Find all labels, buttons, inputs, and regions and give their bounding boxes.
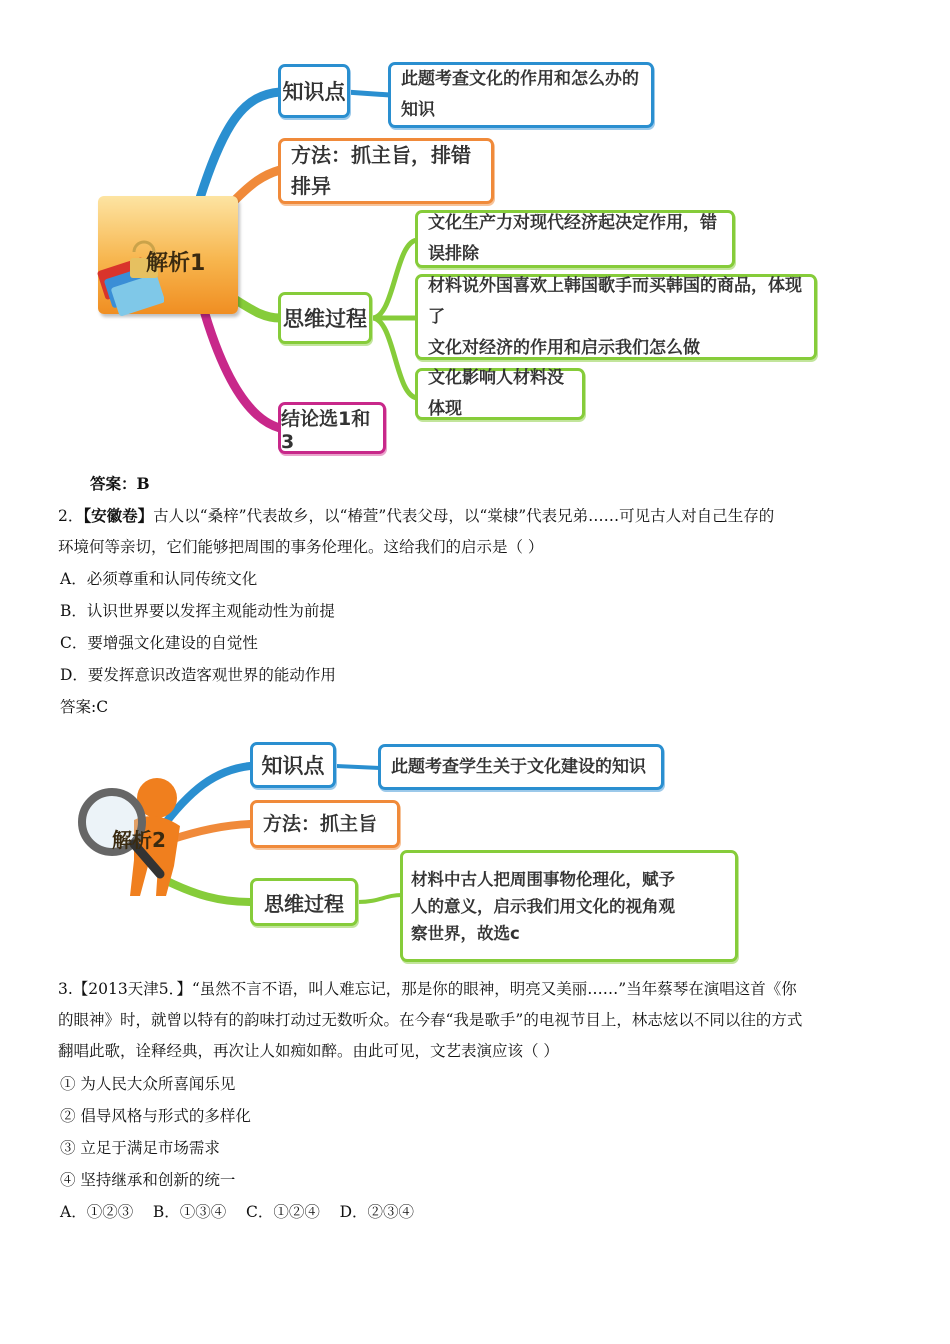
mindmap1-thinking-label: 思维过程 <box>278 292 372 344</box>
mindmap1-thinking-item-1: 文化生产力对现代经济起决定作用，错误排除 <box>415 210 735 268</box>
mindmap2-thinking-line1: 材料中古人把周围事物伦理化，赋予 <box>411 869 675 889</box>
mindmap2-thinking-line3: 察世界，故选c <box>411 923 520 943</box>
mindmap2-center-label: 解析2 <box>112 828 166 852</box>
mindmap2-method: 方法：抓主旨 <box>250 800 400 848</box>
question-2-option-a: A．必须尊重和认同传统文化 <box>60 570 258 588</box>
mindmap2-knowledge-label: 知识点 <box>250 742 336 788</box>
question-3-item-1: ① 为人民大众所喜闻乐见 <box>60 1075 236 1093</box>
mindmap1-knowledge-text: 此题考查文化的作用和怎么办的知识 <box>388 62 654 128</box>
mindmap1-conclusion: 结论选1和3 <box>278 402 386 454</box>
question-3-options: A．①②③ B．①③④ C．①②④ D．②③④ <box>60 1203 414 1221</box>
answer-1: 答案：B <box>90 474 150 493</box>
mindmap1-thinking-item-3: 文化影响人材料没体现 <box>415 368 585 420</box>
mindmap2-knowledge-text: 此题考查学生关于文化建设的知识 <box>378 744 664 790</box>
question-2-number: 2． <box>58 507 84 525</box>
question-2-source: 【安徽卷】 <box>83 506 154 525</box>
question-3-line1: 3.【2013天津5．】“虽然不言不语，叫人难忘记，那是你的眼神，明亮又美丽……”当年蔡琴在演唱这首《你 <box>58 980 797 998</box>
mindmap1-method: 方法：抓主旨，排错排异 <box>278 138 494 204</box>
mindmap1-thinking-item-2-line2: 文化对经济的作用和启示我们怎么做 <box>428 337 700 358</box>
mindmap1-thinking-item-2 <box>415 274 817 360</box>
question-3-line3: 翻唱此歌，诠释经典，再次让人如痴如醉。由此可见，文艺表演应该（ ） <box>58 1042 559 1060</box>
mindmap1-knowledge-label: 知识点 <box>278 64 350 118</box>
question-3-stem <box>58 974 898 1067</box>
question-2-option-b: B．认识世界要以发挥主观能动性为前提 <box>60 602 335 620</box>
question-3-item-3: ③ 立足于满足市场需求 <box>60 1139 220 1157</box>
question-2-stem <box>58 500 898 563</box>
question-3-item-2: ② 倡导风格与形式的多样化 <box>60 1107 251 1125</box>
mindmap2-thinking-label: 思维过程 <box>250 878 358 926</box>
question-2-stem-line1: 古人以“桑梓”代表故乡，以“椿萱”代表父母，以“棠棣”代表兄弟……可见古人对自己生存的 <box>153 507 775 525</box>
question-2-answer: 答案:C <box>60 698 109 716</box>
mindmap1-thinking-item-2-line1: 材料说外国喜欢上韩国歌手而买韩国的商品，体现了 <box>428 275 802 327</box>
mindmap2-thinking-line2: 人的意义，启示我们用文化的视角观 <box>411 896 675 916</box>
mindmap1-center-label: 解析1 <box>146 251 206 276</box>
question-3-line2: 的眼神》时，就曾以特有的韵味打动过无数听众。在今春“我是歌手”的电视节目上，林志炫以不同以往的方式 <box>58 1011 803 1029</box>
question-2-option-c: C．要增强文化建设的自觉性 <box>60 634 258 652</box>
question-2-stem-line2: 环境何等亲切，它们能够把周围的事务伦理化。这给我们的启示是（ ） <box>58 538 544 556</box>
question-3-item-4: ④ 坚持继承和创新的统一 <box>60 1171 236 1189</box>
mindmap2-thinking-text <box>400 850 738 962</box>
question-2-option-d: D．要发挥意识改造客观世界的能动作用 <box>60 666 336 684</box>
